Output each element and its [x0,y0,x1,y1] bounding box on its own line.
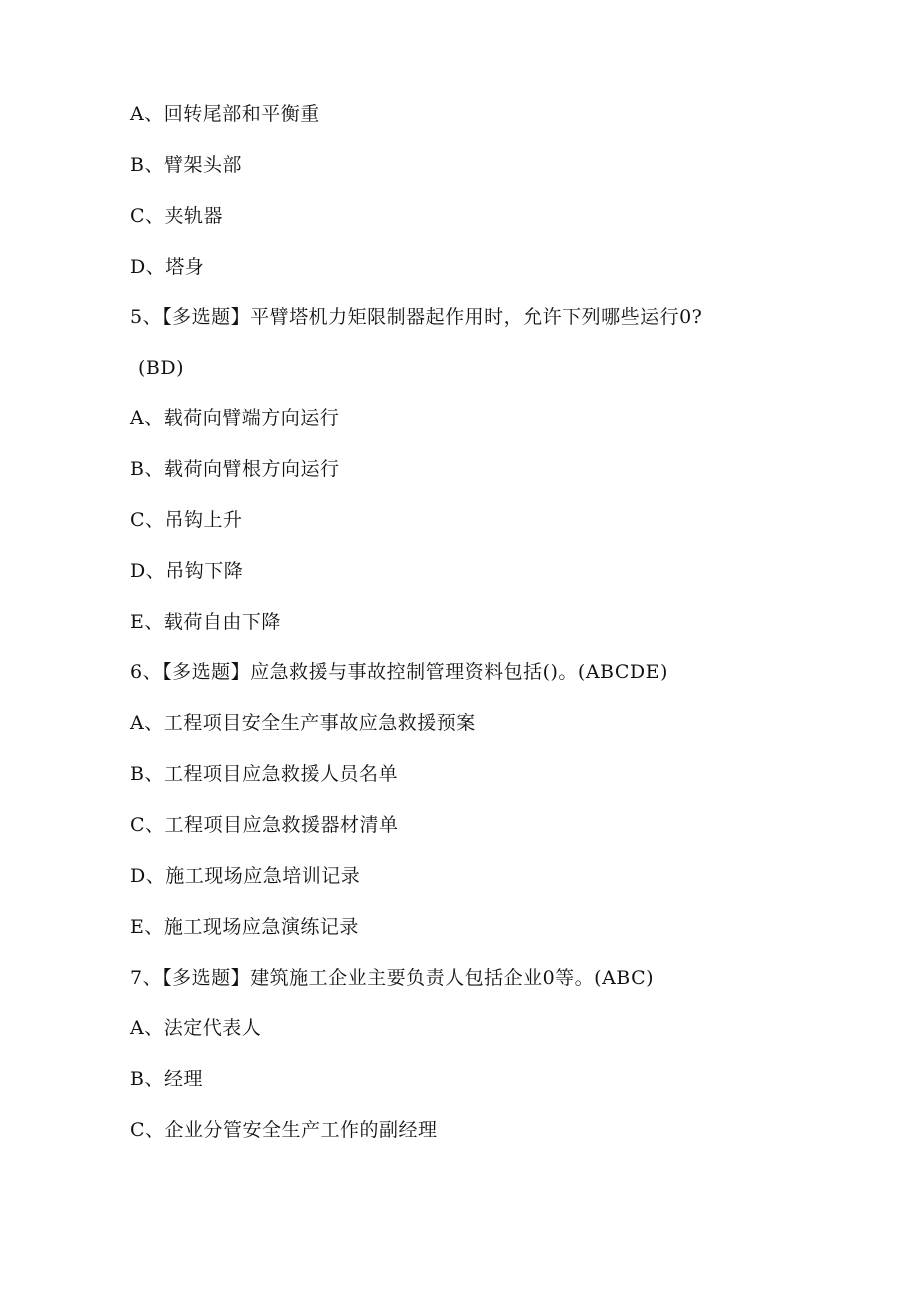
option-c-q4: C、夹轨器 [130,205,224,227]
option-d-q4: D、塔身 [130,256,205,278]
option-b-q7: B、经理 [130,1068,203,1090]
question-7: 7、【多选题】建筑施工企业主要负责人包括企业0等。(ABC) [130,967,655,989]
option-b-q6: B、工程项目应急救援人员名单 [130,763,398,785]
option-e-q5: E、载荷自由下降 [130,611,281,633]
option-c-q6: C、工程项目应急救援器材清单 [130,814,399,836]
option-b-q5: B、载荷向臂根方向运行 [130,458,340,480]
option-a-q4: A、回转尾部和平衡重 [130,103,320,125]
option-c-q7: C、企业分管安全生产工作的副经理 [130,1119,438,1141]
option-d-q6: D、施工现场应急培训记录 [130,865,361,887]
option-a-q5: A、载荷向臂端方向运行 [130,407,340,429]
option-a-q6: A、工程项目安全生产事故应急救援预案 [130,712,476,734]
option-c-q5: C、吊钩上升 [130,509,243,531]
option-b-q4: B、臂架头部 [130,154,242,176]
option-a-q7: A、法定代表人 [130,1017,262,1039]
question-5-answer: (BD) [138,357,185,379]
question-6: 6、【多选题】应急救援与事故控制管理资料包括()。(ABCDE) [130,661,668,683]
question-5: 5、【多选题】平臂塔机力矩限制器起作用时，允许下列哪些运行0? [130,306,703,328]
option-e-q6: E、施工现场应急演练记录 [130,916,359,938]
option-d-q5: D、吊钩下降 [130,560,244,582]
